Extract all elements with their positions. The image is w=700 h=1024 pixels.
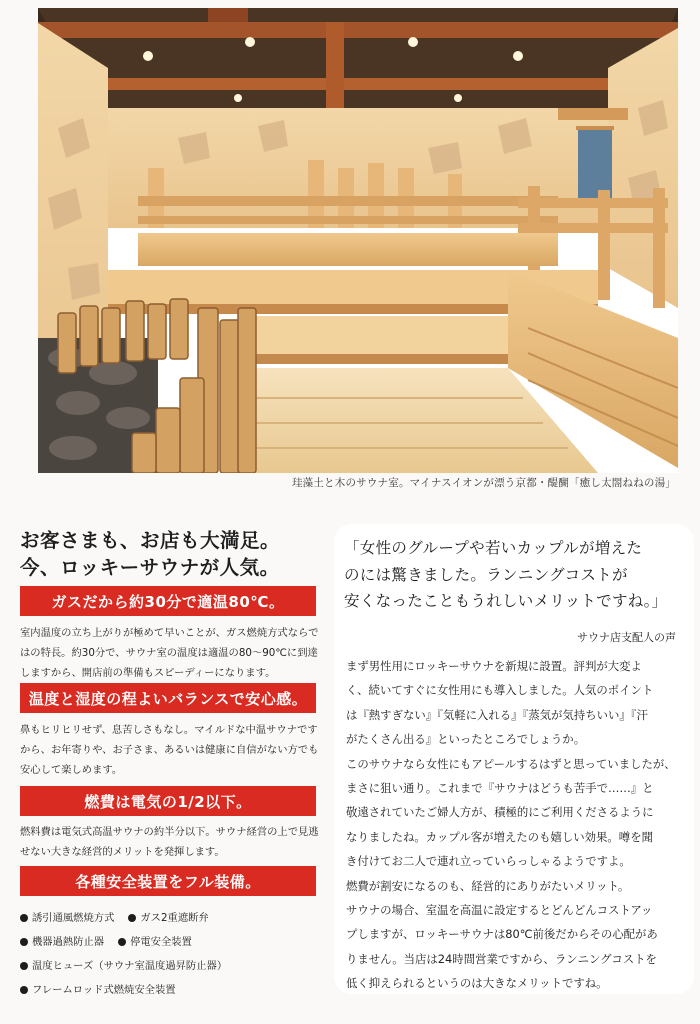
- testimonial-quote: [344, 535, 692, 615]
- safety-item: 温度ヒューズ（サウナ室温度過昇防止器）: [32, 960, 228, 972]
- quote-line: 「女性のグループや若いカップルが増えた: [344, 539, 643, 557]
- testimonial-line: は『熱すぎない』『気軽に入れる』『蒸気が気持ちいい』『汗: [346, 707, 648, 722]
- safety-row: [20, 930, 330, 954]
- section-heading-balance: 温度と湿度の程よいバランスで安心感。: [20, 683, 316, 713]
- sauna-room-photo: [38, 8, 678, 473]
- main-headline: [20, 527, 340, 581]
- testimonial-line: まさに狙い通り。これまで『サウナはどうも苦手で……』と: [346, 781, 654, 796]
- safety-item: フレームロッド式燃焼安全装置: [32, 984, 176, 996]
- section-body-balance: 鼻もヒリヒリせず、息苦しさもなし。マイルドな中温サウナですから、お年寄りや、お子さま、あるいは健康に自信がない方でも安心して楽しめます。: [20, 724, 319, 776]
- safety-item: 機器過熱防止器: [32, 936, 105, 948]
- testimonial-line: がたくさん出る』といったところでしょうか。: [346, 732, 586, 747]
- testimonial-line: りません。当店は24時間営業ですから、ランニングコストを: [346, 951, 657, 966]
- testimonial-line: まず男性用にロッキーサウナを新規に設置。評判が大変よ: [346, 659, 642, 673]
- testimonial-line: サウナの場合、室温を高温に設定するとどんどんコストアッ: [346, 903, 653, 918]
- section-heading-safety: 各種安全装置をフル装備。: [20, 866, 316, 896]
- safety-row: [20, 978, 330, 1002]
- testimonial-body: [346, 654, 692, 996]
- bullet-icon: [20, 986, 28, 994]
- testimonial-line: 敬遠されていたご婦人方が、積極的にご利用くださるように: [346, 805, 654, 820]
- testimonial-line: 低く抑えられるというのは大きなメリットですね。: [346, 976, 608, 991]
- testimonial-attribution: サウナ店支配人の声: [577, 631, 676, 644]
- testimonial-line: プしますが、ロッキーサウナは80℃前後だからその心配があ: [346, 927, 658, 942]
- safety-row: [20, 906, 330, 930]
- headline-line-2: 今、ロッキーサウナが人気。: [20, 556, 280, 579]
- safety-device-list: [20, 906, 330, 1002]
- section-body-fuel-cost: 燃料費は電気式高温サウナの約半分以下。サウナ経営の上で見逃せない大きな経営的メリットを発揮します。: [20, 826, 319, 858]
- safety-item: ガス2重遮断弁: [140, 912, 209, 924]
- section-heading-fuel-cost: 燃費は電気の1/2以下。: [20, 786, 316, 816]
- quote-line: 安くなったこともうれしいメリットですね。」: [344, 592, 668, 610]
- headline-line-1: お客さまも、お店も大満足。: [20, 529, 281, 552]
- quote-line: のには驚きました。ランニングコストが: [344, 565, 628, 584]
- bullet-icon: [128, 914, 136, 922]
- testimonial-line: 燃費が割安になるのも、経営的にありがたいメリット。: [346, 878, 630, 893]
- bullet-icon: [118, 938, 126, 946]
- section-body-heatup: 室内温度の立ち上がりが極めて早いことが、ガス燃焼方式ならではの特長。約30分で、サウナ室の温度は適温の80～90℃に到達しますから、開店前の準備もスピーディーになります。: [20, 627, 319, 679]
- safety-row: [20, 954, 330, 978]
- testimonial-line: なりましたね。カップル客が増えたのも嬉しい効果。噂を聞: [346, 829, 653, 844]
- testimonial-line: き付けてお二人で連れ立っていらっしゃるようですよ。: [346, 854, 631, 869]
- testimonial-line: このサウナなら女性にもアピールするはずと思っていましたが、: [346, 756, 676, 771]
- safety-item: 誘引通風燃焼方式: [32, 912, 115, 924]
- photo-caption: 珪藻土と木のサウナ室。マイナスイオンが漂う京都・醍醐「癒し太閤ねねの湯」: [291, 477, 676, 489]
- bullet-icon: [20, 914, 28, 922]
- safety-item: 停電安全装置: [130, 936, 192, 948]
- sauna-illustration: [38, 8, 678, 473]
- bullet-icon: [20, 938, 28, 946]
- testimonial-line: く、続いてすぐに女性用にも導入しました。人気のポイント: [346, 683, 654, 698]
- section-heading-heatup: ガスだから約30分で適温80℃。: [20, 586, 316, 616]
- bullet-icon: [20, 962, 28, 970]
